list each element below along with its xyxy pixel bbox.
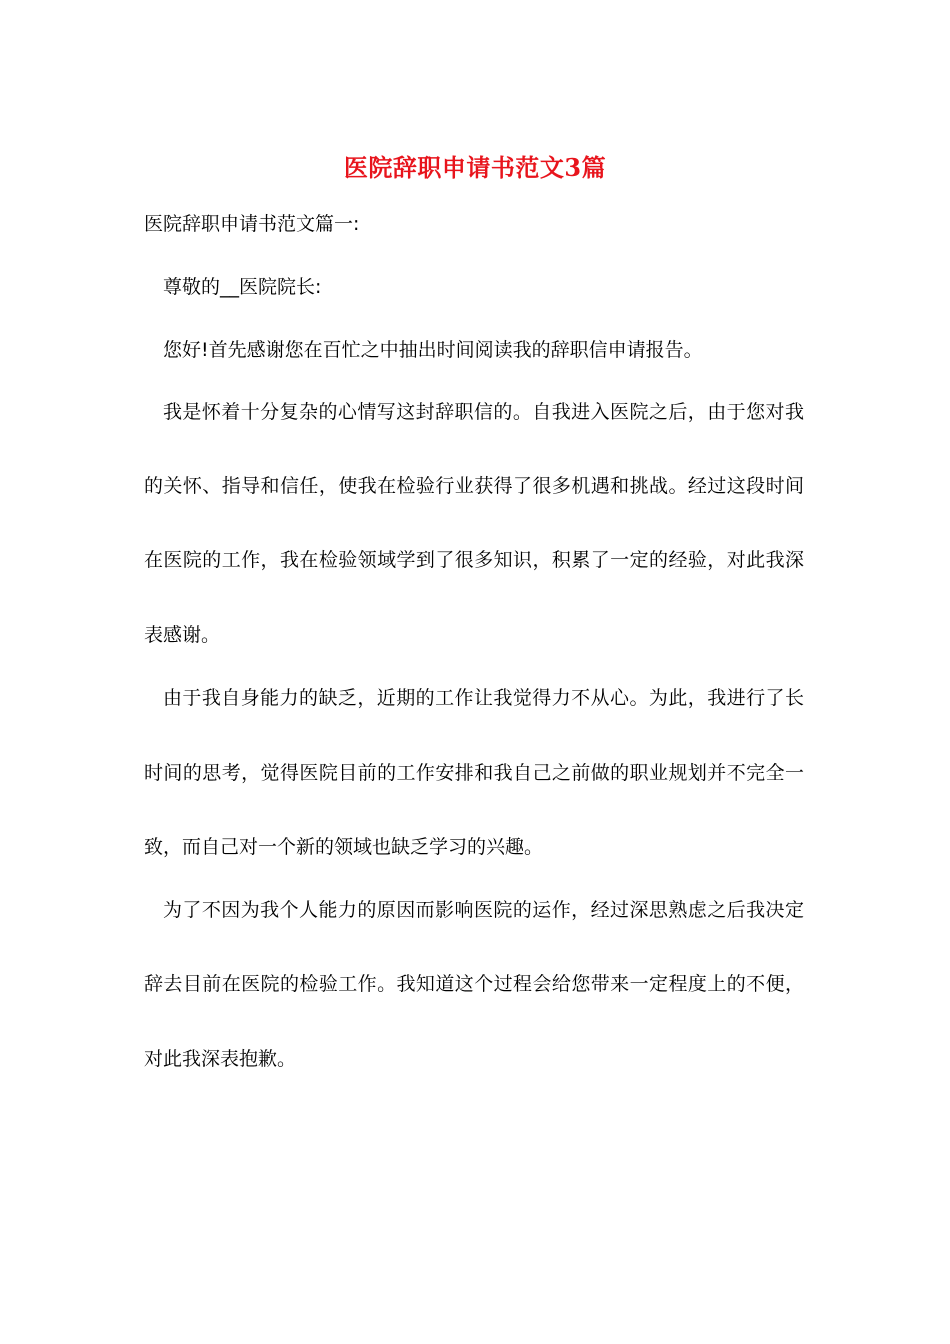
salutation: 尊敬的__医院院长:: [163, 276, 322, 298]
greeting-line: 您好!首先感谢您在百忙之中抽出时间阅读我的辞职信申请报告。: [163, 339, 703, 361]
paragraph-line: 对此我深表抱歉。: [144, 1048, 297, 1070]
section-heading: 医院辞职申请书范文篇一:: [144, 213, 360, 235]
paragraph-line: 的关怀、指导和信任，使我在检验行业获得了很多机遇和挑战。经过这段时间: [144, 475, 804, 497]
paragraph-line: 由于我自身能力的缺乏，近期的工作让我觉得力不从心。为此，我进行了长: [163, 687, 804, 709]
document-title: 医院辞职申请书范文3篇: [343, 153, 607, 182]
paragraph-line: 为了不因为我个人能力的原因而影响医院的运作，经过深思熟虑之后我决定: [163, 899, 804, 921]
paragraph-line: 表感谢。: [144, 624, 221, 646]
paragraph-line: 在医院的工作，我在检验领域学到了很多知识，积累了一定的经验，对此我深: [144, 549, 804, 571]
paragraph-line: 我是怀着十分复杂的心情写这封辞职信的。自我进入医院之后，由于您对我: [163, 401, 804, 423]
paragraph-line: 致，而自己对一个新的领域也缺乏学习的兴趣。: [144, 836, 544, 858]
paragraph-line: 辞去目前在医院的检验工作。我知道这个过程会给您带来一定程度上的不便，: [144, 973, 804, 995]
paragraph-line: 时间的思考，觉得医院目前的工作安排和我自己之前做的职业规划并不完全一: [144, 762, 804, 784]
